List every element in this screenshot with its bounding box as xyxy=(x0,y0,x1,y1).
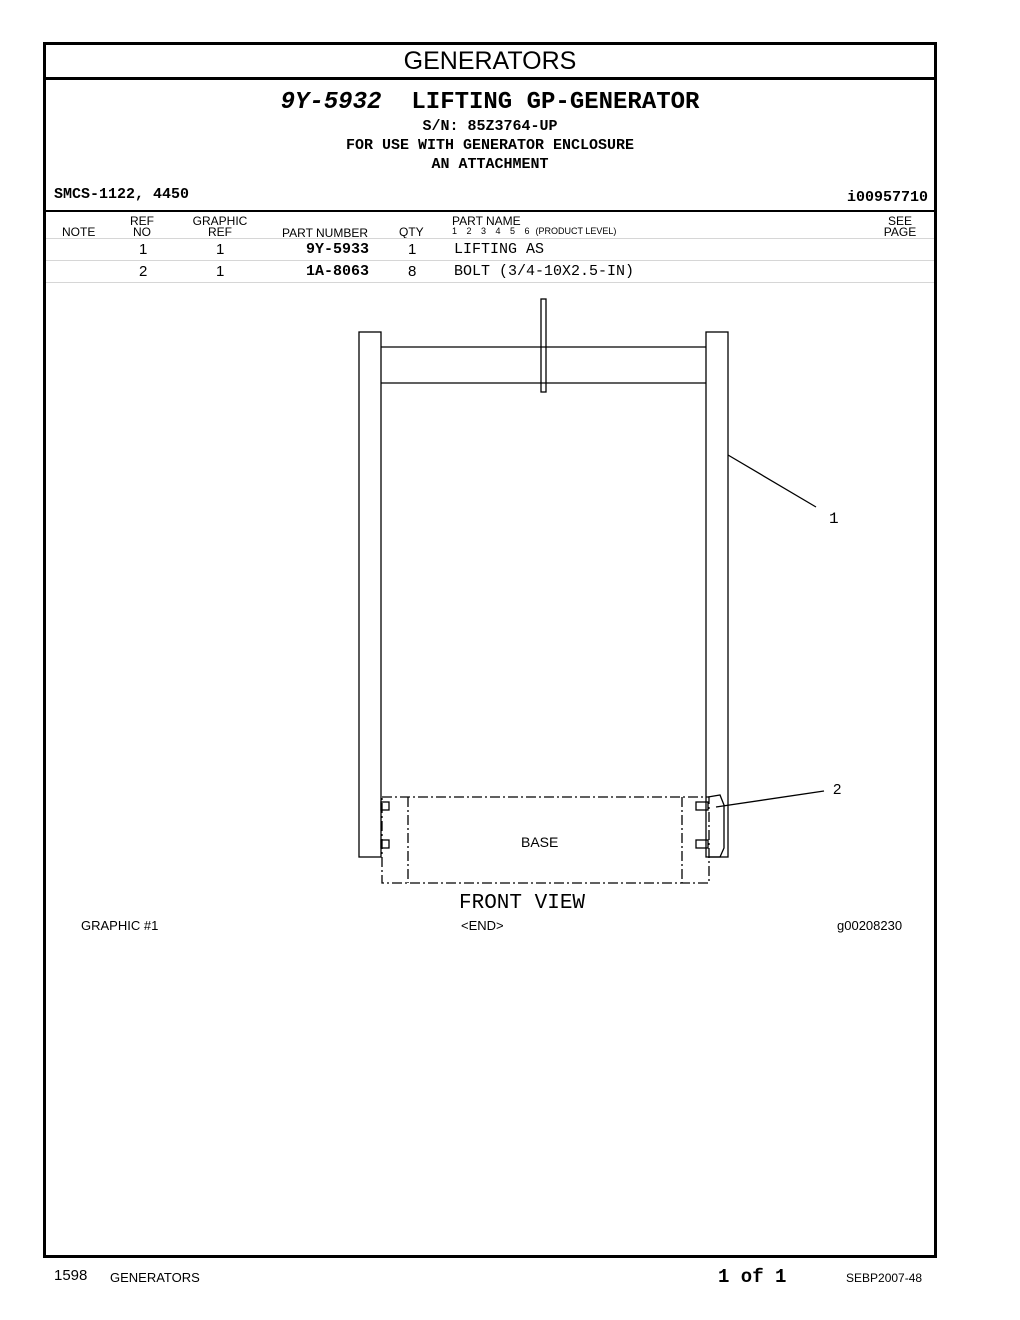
leader-line-1 xyxy=(728,455,816,507)
col-header-graphic-ref-line2: REF xyxy=(208,225,232,239)
col-header-see-page-line1: SEE xyxy=(887,214,912,228)
front-view-drawing xyxy=(46,45,934,925)
callout-1: 1 xyxy=(829,510,839,528)
view-label: FRONT VIEW xyxy=(459,892,586,915)
callout-2: 2 xyxy=(833,781,842,798)
col-header-graphic-ref-line1: GRAPHIC xyxy=(192,214,248,228)
col-header-qty: QTY xyxy=(399,225,424,239)
serial-range: S/N: 85Z3764-UP xyxy=(422,118,558,135)
col-header-ref-no-line1: REF xyxy=(130,214,154,228)
base-label: BASE xyxy=(521,834,559,850)
col-header-part-name: PART NAME xyxy=(452,214,521,228)
lifting-eye-plate xyxy=(541,299,546,392)
cell-ref-no: 2 xyxy=(139,263,148,280)
illustration-id: i00957710 xyxy=(846,189,928,206)
col-header-see-page-line2: PAGE xyxy=(883,225,917,239)
cell-graphic-ref: 1 xyxy=(216,241,225,258)
graphic-id: g00208230 xyxy=(837,918,903,933)
cell-qty: 1 xyxy=(408,241,417,258)
footer-page-number: 1598 xyxy=(54,1267,88,1284)
cell-ref-no: 1 xyxy=(139,241,148,258)
cell-part-name: LIFTING AS xyxy=(454,241,545,258)
end-marker: <END> xyxy=(461,918,504,933)
section-banner: GENERATORS xyxy=(46,45,934,80)
footer-section: GENERATORS xyxy=(110,1270,200,1285)
cell-graphic-ref: 1 xyxy=(216,263,225,280)
level-numbers: 1 2 3 4 5 6 xyxy=(452,226,530,236)
right-upright xyxy=(706,332,728,857)
group-part-number: 9Y-5932 xyxy=(280,89,382,116)
graphic-caption: GRAPHIC #1 xyxy=(81,918,159,933)
leader-line-2 xyxy=(716,791,824,807)
smcs-code: SMCS-1122, 4450 xyxy=(54,186,190,203)
usage-line-1: FOR USE WITH GENERATOR ENCLOSURE xyxy=(345,137,635,154)
product-level-label: (PRODUCT LEVEL) xyxy=(535,226,617,236)
cell-part-name: BOLT (3/4-10X2.5-IN) xyxy=(454,263,635,280)
cell-part-number: 9Y-5933 xyxy=(306,241,370,258)
col-header-ref-no-line2: NO xyxy=(133,225,151,239)
col-header-note: NOTE xyxy=(62,225,96,239)
col-header-part-number: PART NUMBER xyxy=(282,226,369,240)
left-upright xyxy=(359,332,381,857)
footer-page-of: 1 of 1 xyxy=(718,1266,787,1288)
cell-qty: 8 xyxy=(408,263,417,280)
page-frame xyxy=(43,42,937,1258)
footer-document-id: SEBP2007-48 xyxy=(846,1271,923,1285)
bolt-bracket-right xyxy=(708,795,724,857)
cell-part-number: 1A-8063 xyxy=(306,263,370,280)
group-name: LIFTING GP-GENERATOR xyxy=(411,89,700,116)
usage-line-2: AN ATTACHMENT xyxy=(431,156,549,173)
